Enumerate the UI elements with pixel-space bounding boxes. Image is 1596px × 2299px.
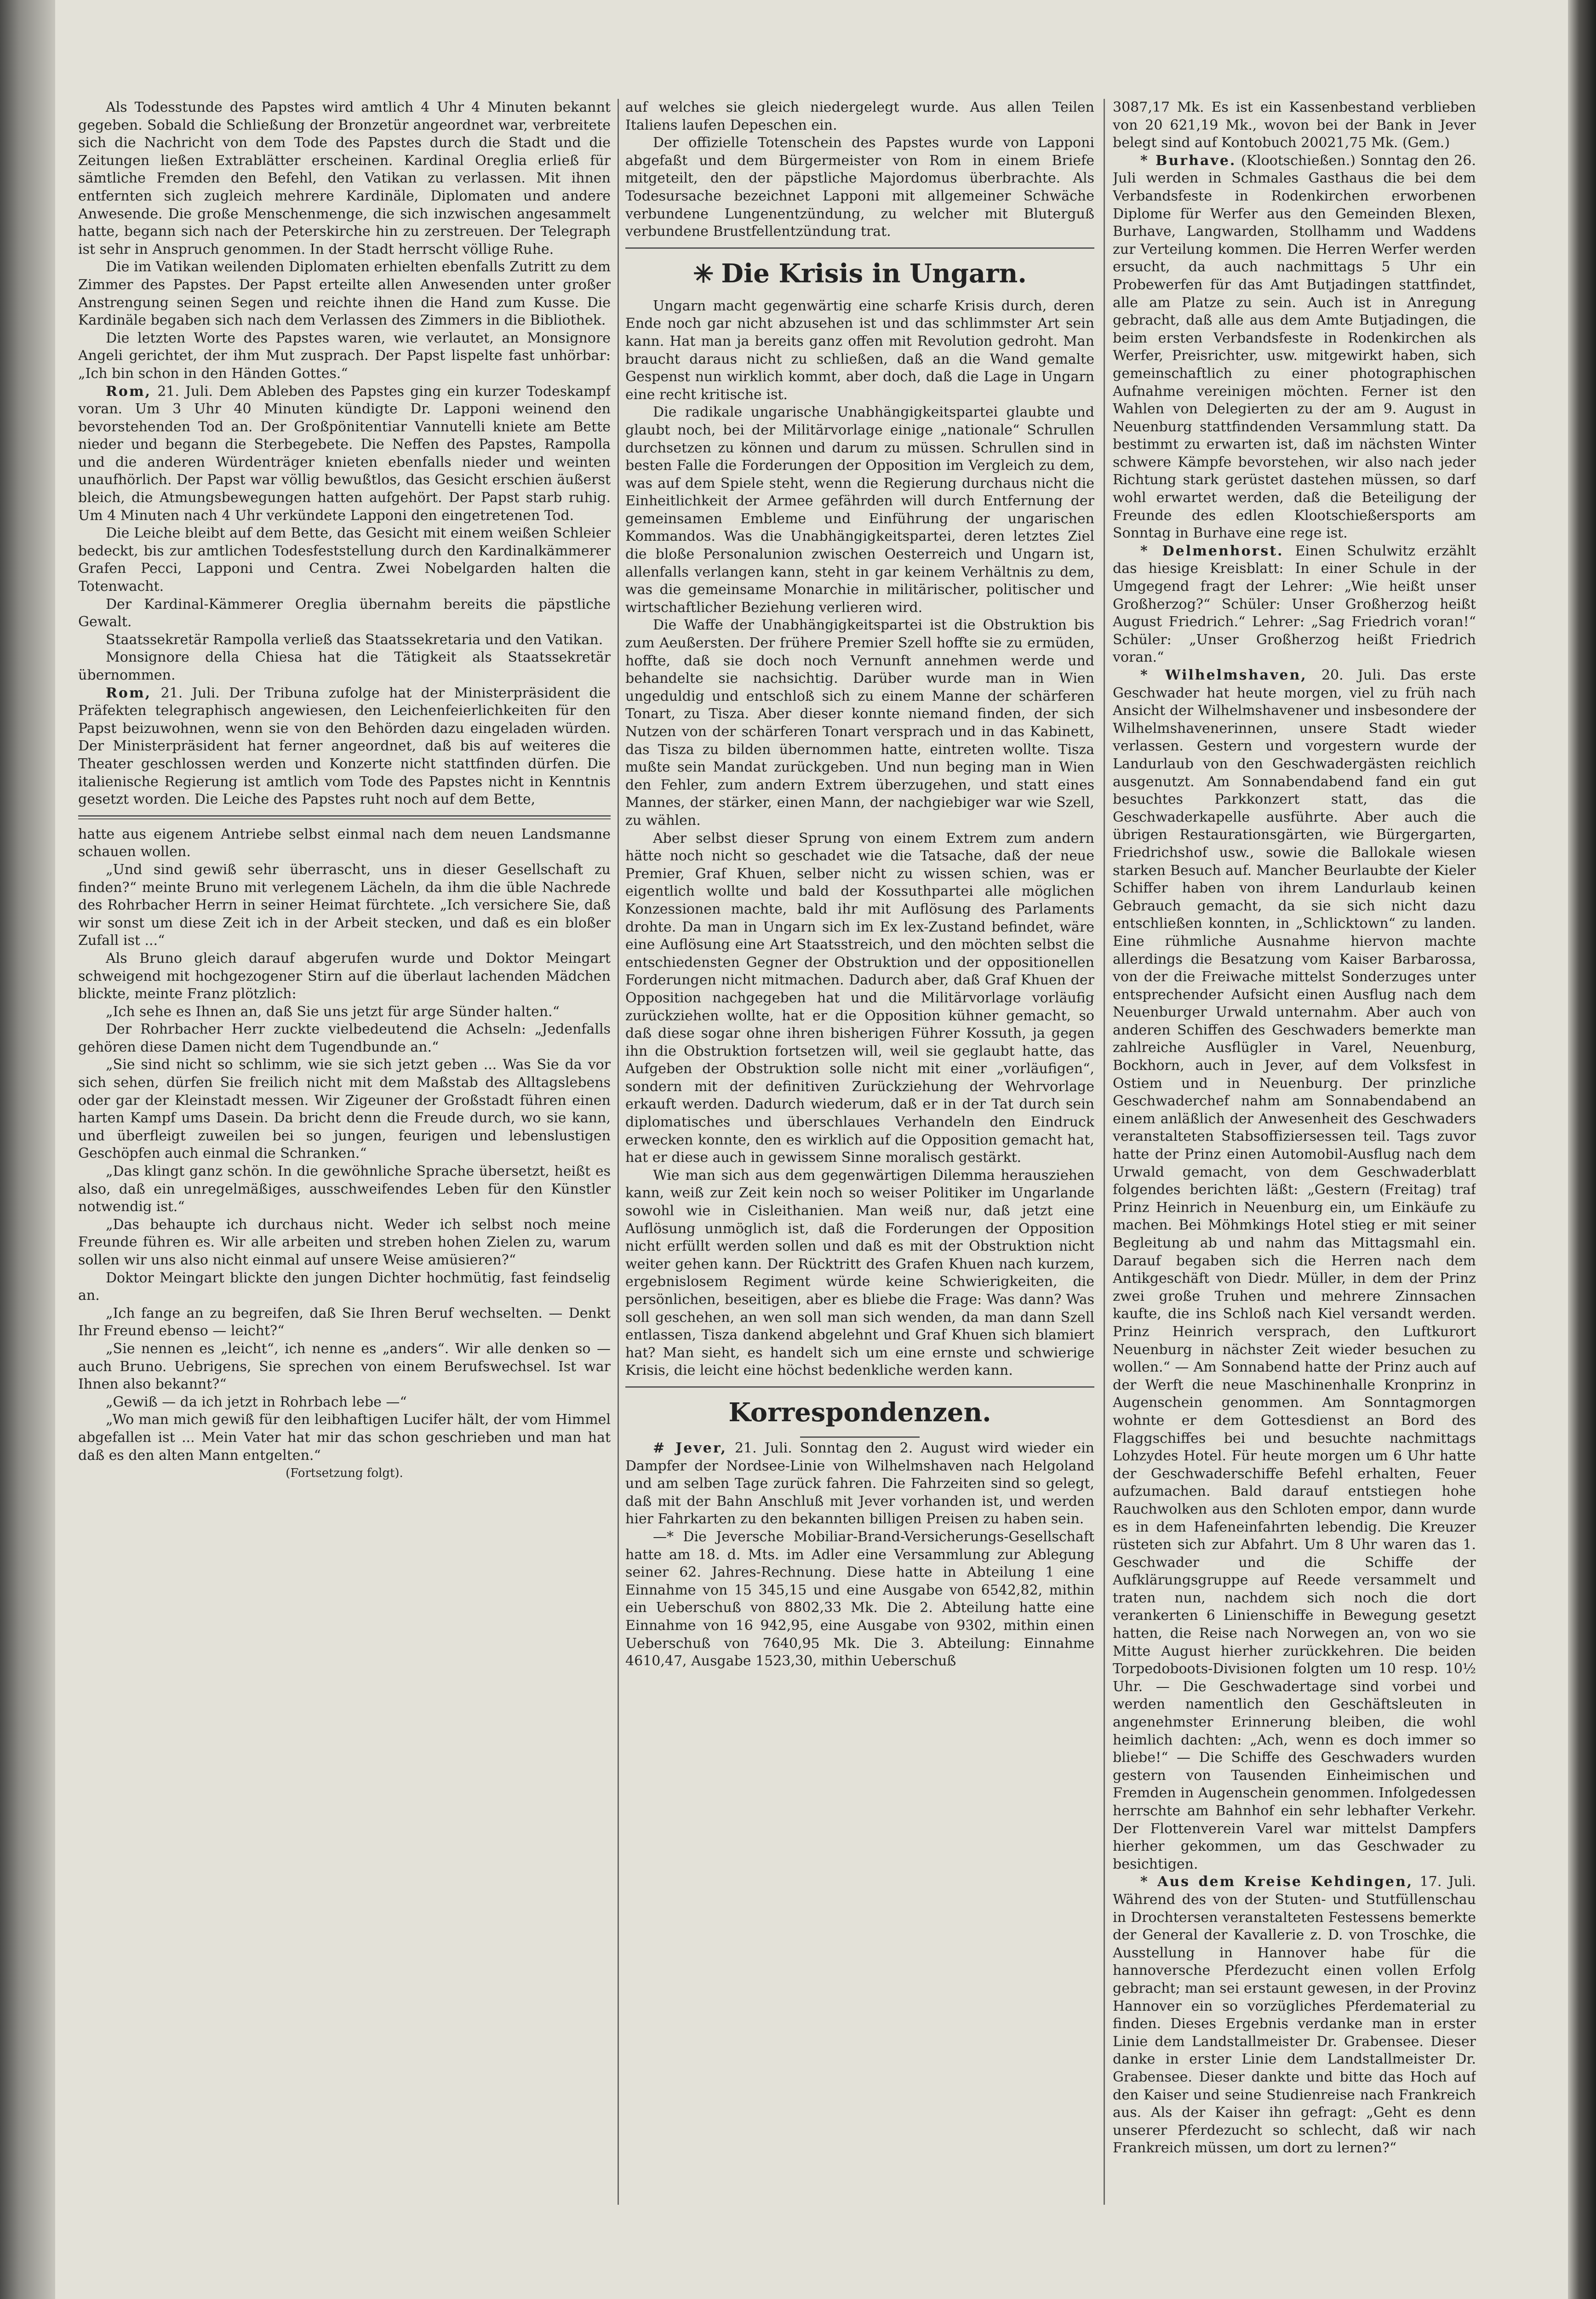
dateline: Rom,	[106, 383, 152, 400]
paragraph-text: 17. Juli. Während des von der Stuten- und Stutfüllenschau in Drochtersen veranstalteten Festessens bemerkte der General der Kavallerie z. D. von Troschke, die Ausstellung in Hannover habe für die hannoversche Pferdezucht einen vollen Erfolg gebracht; man sei erstaunt gewesen, in der Provinz Hannover ein so vorzügliches Pferdematerial zu finden. Dieses Ergebnis verdanke man in erster Linie dem Landstallmeister Dr. Grabensee. Dieser danke in erster Linie dem Landstallmeister Dr. Grabensee. Dieser dankte und bitte das Hoch auf den Kaiser und seine Studienreise nach Frankreich aus. Als der Kaiser ihn gefragt: „Geht es denn unserer Pferdezucht so schlecht, daß wir nach Frankreich müssen, um dort zu lernen?“	[1113, 1874, 1476, 2156]
column-rule-1	[618, 99, 619, 2205]
feuilleton-paragraph: hatte aus eigenem Antriebe selbst einmal nach dem neuen Landsmanne schauen wollen.	[78, 826, 611, 860]
dateline-paragraph	[78, 685, 611, 809]
paragraph: Staatssekretär Rampolla verließ das Staatssekretaria und den Vatikan.	[106, 631, 603, 648]
column-2	[625, 99, 1094, 2205]
asterisk-icon: ✳	[693, 258, 714, 288]
column-3	[1113, 99, 1476, 2205]
feuilleton-paragraph: „Sie sind nicht so schlimm, wie sie sich jetzt geben ... Was Sie da vor sich sehen, dürfen Sie freilich nicht mit dem Maßstab des Alltagslebens oder gar der Kleinstadt messen. Wir Zigeuner der Großstadt führen einen harten Kampf ums Dasein. Da bricht denn die Freude durch, wo sie kann, und überfleigt zuweilen bei so jungen, feurigen und lebenslustigen Geschöpfen auch einmal die Schranken.“	[78, 1057, 611, 1162]
feuilleton-paragraph: Doktor Meingart blickte den jungen Dichter hochmütig, fast feindselig an.	[78, 1270, 611, 1304]
dateline-paragraph	[1113, 1873, 1476, 2157]
article-headline	[625, 255, 1094, 292]
dateline-paragraph	[78, 383, 611, 525]
dateline-paragraph	[625, 1440, 1094, 1528]
feuilleton-paragraph: „Wo man mich gewiß für den leibhaftigen Lucifer hält, der vom Himmel abgefallen ist ... Mein Vater hat mir das schon geschrieben und man hat daß es den alten Mann entgelten.“	[78, 1412, 611, 1464]
column-1	[78, 99, 611, 2205]
paragraph-text: 21. Juli. Dem Ableben des Papstes ging ein kurzer Todeskampf voran. Um 3 Uhr 40 Minuten kündigte Dr. Lapponi weinend den bevorstehenden Tod an. Der Großpönitentiar Vannutelli kniete am Bette nieder und begann die Sterbegebete. Die Neffen des Papstes, Rampolla und die anderen Würdenträger knieten ebenfalls nieder und weinten unaufhörlich. Der Papst war völlig bewußtlos, das Gesicht erschien äußerst bleich, die Atmungsbewegungen hatten aufgehört. Der Papst starb ruhig. Um 4 Minuten nach 4 Uhr verkündete Lapponi den eingetretenen Tod.	[78, 383, 611, 524]
dateline-paragraph	[1113, 152, 1476, 543]
paragraph: 3087,17 Mk. Es ist ein Kassenbestand verblieben von 20 621,19 Mk., wovon bei der Bank in Jever belegt sind auf Kontobuch 20021,75 Mk. (Gem.)	[1113, 99, 1476, 151]
paragraph: Als Todesstunde des Papstes wird amtlich 4 Uhr 4 Minuten bekannt gegeben. Sobald die Schließung der Bronzetür angeordnet war, verbreitete sich die Nachricht von dem Tode des Papstes durch die Stadt und die Zeitungen ließen Extrablätter erscheinen. Kardinal Oreglia erließ für sämtliche Fremden den Befehl, den Vatikan zu verlassen. Mit ihnen entfernten sich zugleich mehrere Kardinäle, Diplomaten und andere Anwesende. Die große Menschenmenge, die sich inzwischen angesammelt hatte, begann sich nach der Peterskirche hin zu zerstreuen. Der Telegraph ist sehr in Anspruch genommen. In der Stadt herrscht völlige Ruhe.	[78, 99, 611, 257]
headline-text: Die Krisis in Ungarn.	[721, 258, 1027, 289]
paragraph: Die Leiche bleibt auf dem Bette, das Gesicht mit einem weißen Schleier bedeckt, bis zur amtlichen Todesfeststellung durch den Kardinalkämmerer Grafen Pecci, Lapponi und Centra. Zwei Nobelgarden halten die Totenwacht.	[78, 525, 611, 595]
dateline-paragraph	[1113, 543, 1476, 667]
dateline-paragraph	[1113, 667, 1476, 1873]
paragraph-text: 21. Juli. Der Tribuna zufolge hat der Ministerpräsident die Präfekten telegraphisch angewiesen, den Leichenfeierlichkeiten für den Papst beizuwohnen, wenn sie von den Behörden dazu eingeladen würden. Der Ministerpräsident hat ferner angeordnet, daß bis auf weiteres die Theater geschlossen werden und Konzerte nicht stattfinden dürfen. Die italienische Regierung ist amtlich vom Tode des Papstes nicht in Kenntnis gesetzt worden. Die Leiche des Papstes ruht noch auf dem Bette,	[78, 685, 611, 808]
paragraph-text: (Klootschießen.) Sonntag den 26. Juli werden in Schmales Gasthaus die bei dem Verbandsfeste in Rodenkirchen erworbenen Diplome für Werfer aus den Gemeinden Blexen, Burhave, Langwarden, Stollhamm und Waddens zur Verteilung kommen. Die Herren Werfer werden ersucht, da auch nachmittags 5 Uhr ein Probewerfen für das Amt Butjadingen stattfindet, alle am Platze zu sein. Auch ist in Anregung gebracht, daß alle aus dem Amte Butjadingen, die beim ersten Verbandsfeste in Rodenkirchen als Werfer, Preisrichter, usw. mitgewirkt haben, sich gemeinschaftlich zu einer photographischen Aufnahme vereinigen möchten. Ferner ist den Wahlen von Delegierten zu der am 9. August in Neuenburg stattfindenden Versammlung statt. Da bestimmt zu erwarten ist, daß im nächsten Winter schwere Kämpfe bevorstehen, wir also nach jeder Richtung stark gerüstet dastehen müssen, so darf wohl erwartet werden, daß die Beteiligung der Freunde des edlen Klootschießersports am Sonntag in Burhave eine rege ist.	[1113, 152, 1476, 542]
feuilleton-paragraph: „Ich fange an zu begreifen, daß Sie Ihren Beruf wechselten. — Denkt Ihr Freund ebenso — leicht?“	[78, 1305, 611, 1339]
paragraph: Ungarn macht gegenwärtig eine scharfe Krisis durch, deren Ende noch gar nicht abzusehen ist und das schlimmster Art sein kann. Hat man ja bereits ganz offen mit Revolution gedroht. Man braucht daraus nicht zu schließen, daß an die Wand gemalte Gespenst nun wirklich kommt, aber doch, daß die Lage in Ungarn eine recht kritische ist.	[625, 297, 1094, 403]
feuilleton-paragraph: „Und sind gewiß sehr überrascht, uns in dieser Gesellschaft zu finden?“ meinte Bruno mit verlegenem Lächeln, da ihm die üble Nachrede des Rohrbacher Herrn in seiner Heimat fürchtete. „Ich versichere Sie, daß wir sonst um diese Zeit ich in der Arbeit stecken, und daß es ein bloßer Zufall ist ...“	[78, 861, 611, 949]
feuilleton-paragraph: „Gewiß — da ich jetzt in Rohrbach lebe —“	[106, 1394, 407, 1410]
dateline: * Wilhelmshaven,	[1140, 667, 1307, 683]
column-rule-2	[1104, 99, 1105, 2205]
section-divider	[625, 247, 1094, 249]
feuilleton-paragraph: „Ich sehe es Ihnen an, daß Sie uns jetzt für arge Sünder halten.“	[106, 1003, 560, 1020]
headline-underline	[625, 1436, 1094, 1438]
page-right-edge	[1568, 0, 1596, 2299]
continuation-note: (Fortsetzung folgt).	[286, 1466, 403, 1481]
dateline: * Burhave.	[1140, 152, 1236, 169]
paragraph: auf welches sie gleich niedergelegt wurde. Aus allen Teilen Italiens laufen Depeschen ein.	[625, 99, 1094, 133]
paragraph: Die letzten Worte des Papstes waren, wie verlautet, an Monsignore Angeli gerichtet, der ihm Mut zusprach. Der Papst lispelte fast unhörbar: „Ich bin schon in den Händen Gottes.“	[78, 330, 611, 382]
paragraph: Monsignore della Chiesa hat die Tätigkeit als Staatssekretär übernommen.	[78, 649, 611, 683]
section-headline: Korrespondenzen.	[728, 1397, 991, 1428]
paragraph-text: 20. Juli. Das erste Geschwader hat heute morgen, viel zu früh nach Ansicht der Wilhelmshavener und insbesondere der Wilhelmshavenerinnen, unsere Stadt wieder verlassen. Gestern und vorgestern wurde der Landurlaub von den Geschwadergästen reichlich ausgenutzt. Am Sonnabendabend fand ein gut besuchtes Parkkonzert statt, das die Geschwaderkapelle ausführte. Aber auch die übrigen Restaurationsgärten, wie Bürgergarten, Friedrichshof usw., sowie die Ballokale wiesen starken Besuch auf. Mancher Beurlaubte der Kieler Schiffer haben von ihrem Landurlaub keinen Gebrauch gemacht, da sie sich nicht dazu entschließen konnten, in „Schlicktown“ zu landen. Eine rühmliche Ausnahme hiervon machte allerdings die Besatzung vom Kaiser Barbarossa, von der die Freiwache mittelst Sonderzuges unter entsprechender Aufsicht einen Ausflug nach dem Neuenburger Urwald unternahm. Aber auch von anderen Schiffen des Geschwaders bemerkte man zahlreiche Ausflügler in Varel, Neuenburg, Bockhorn, auch in Jever, auf dem Volksfest in Ostiem und in Neuenburg. Der prinzliche Geschwaderchef nahm am Sonnabendabend an einem anläßlich der Anwesenheit des Geschwaders veranstalteten Stabsoffiziersessen teil. Tags zuvor hatte der Prinz einen Automobil-Ausflug nach dem Urwald gemacht, von dem Geschwaderblatt folgendes berichten läßt: „Gestern (Freitag) traf Prinz Heinrich in Neuenburg ein, um Einkäufe zu machen. Bei Möhmkings Hotel stieg er mit seiner Begleitung ab und nahm das Mittagsmahl ein. Darauf begaben sich die Herren nach dem Antikgeschäft von Diedr. Müller, in dem der Prinz zwei große Truhen und mehrere Zinnsachen kaufte, die ins Schloß nach Kiel versandt werden. Prinz Heinrich versprach, den Luftkurort Neuenburg in nächster Zeit wieder besuchen zu wollen.“ — Am Sonnabend hatte der Prinz auch auf der Werft die neue Maschinenhalle Kronprinz in Augenschein genommen. Am Sonntagmorgen wohnte er dem Gottesdienst an Bord des Flaggschiffes bei und besuchte nachmittags Lohzydes Hotel. Für heute morgen um 6 Uhr hatte der Geschwaderschiffe Befehl erhalten, Feuer aufzumachen. Bald darauf entstiegen hohe Rauchwolken aus den Schloten empor, dann wurde es in dem Hafeneinfahrten lebendig. Die Kreuzer rüsteten sich zur Abfahrt. Um 8 Uhr waren das 1. Geschwader und die Schiffe der Aufklärungsgruppe auf Reede versammelt und traten nun, nachdem sich noch die dort verankerten 6 Linienschiffe in Bewegung gesetzt hatten, die Reise nach Norwegen an, von wo sie Mitte August hierher zurückkehren. Die beiden Torpedoboots-Divisionen folgten um 10 resp. 10½ Uhr. — Die Geschwadertage sind vorbei und werden namentlich den Geschäftsleuten in angenehmster Erinnerung bleiben, die wohl heimlich dachten: „Ach, wenn es doch immer so bliebe!“ — Die Schiffe des Geschwaders wurden gestern von Tausenden Einheimischen und Fremden in Augenschein genommen. Infolgedessen herrschte am Bahnhof ein sehr lebhafter Verkehr. Der Flottenverein Varel war mittelst Dampfers hierher gekommen, um das Geschwader zu besichtigen.	[1113, 667, 1476, 1872]
page-left-edge	[0, 0, 55, 2299]
dateline: Rom,	[106, 685, 152, 701]
paragraph: Die im Vatikan weilenden Diplomaten erhielten ebenfalls Zutritt zu dem Zimmer des Papstes. Der Papst erteilte allen Anwesenden unter großer Anstrengung seinen Segen und reichte ihnen die Hand zum Kusse. Die Kardinäle begaben sich nach dem Verlassen des Zimmers in die Bibliothek.	[78, 259, 611, 329]
dateline: * Delmenhorst.	[1140, 543, 1284, 559]
dateline: # Jever,	[653, 1440, 727, 1456]
paragraph: —* Die Jeversche Mobiliar-Brand-Versicherungs-Gesellschaft hatte am 18. d. Mts. im Adler eine Versammlung zur Ablegung seiner 62. Jahres-Rechnung. Diese hatte in Abteilung 1 eine Einnahme von 15 345,15 und eine Ausgabe von 6542,82, mithin ein Ueberschuß von 8802,33 Mk. Die 2. Abteilung hatte eine Einnahme von 16 942,95, eine Ausgabe von 9302, mithin einen Ueberschuß von 7640,95 Mk. Die 3. Abteilung: Einnahme 4610,47, Ausgabe 1523,30, mithin Ueberschuß	[625, 1528, 1094, 1670]
feuilleton-paragraph: Der Rohrbacher Herr zuckte vielbedeutend die Achseln: „Jedenfalls gehören diese Damen nicht dem Tugendbunde an.“	[78, 1021, 611, 1055]
paragraph: Der offizielle Totenschein des Papstes wurde von Lapponi abgefaßt und dem Bürgermeister von Rom in einem Briefe mitgeteilt, den der päpstliche Majordomus überbrachte. Als Todesursache bezeichnet Lapponi mit allgemeiner Schwäche verbundene Lungenentzündung, zu welcher mit Bluterguß verbundene Brustfellentzündung trat.	[625, 135, 1094, 240]
paragraph: Aber selbst dieser Sprung von einem Extrem zum andern hätte noch nicht so geschadet wie die Tatsache, daß der neue Premier, Graf Khuen, selber nicht zu wissen schien, was er eigentlich wollte und bald der Kossuthpartei alle möglichen Konzessionen machte, bald ihr mit Auflösung des Parlaments drohte. Da man in Ungarn sich im Ex lex-Zustand befindet, wäre eine Auflösung eine Art Staatsstreich, und den möchten selbst die entschiedensten Gegner der Obstruktion und der oppositionellen Forderungen nicht mitmachen. Dadurch aber, daß Graf Khuen der Opposition nachgegeben hat und die Militärvorlage vorläufig zurückziehen wollte, hat er die Opposition kühner gemacht, so daß diese sogar ohne ihren bisherigen Führer Kossuth, ja gegen ihn die Obstruktion fortsetzen will, weil sie geglaubt hatte, das Aufgeben der Obstruktion solle nicht mit einer „vorläufigen“, sondern mit der definitiven Zurückziehung der Wehrvorlage erkauft werden. Dadurch wiederum, daß er in der Tat durch sein diplomatisches und überschlaues Verhandeln den Eindruck erwecken konnte, den es wirklich auf die Opposition gemacht hat, hat er diese auch in gewissem Sinne moralisch gestärkt.	[625, 830, 1094, 1166]
feuilleton-divider	[78, 815, 611, 819]
dateline: * Aus dem Kreise Kehdingen,	[1140, 1874, 1413, 1890]
section-divider	[625, 1386, 1094, 1388]
paragraph-text: 21. Juli. Sonntag den 2. August wird wieder ein Dampfer der Nordsee-Linie von Wilhelmshaven nach Helgoland und am selben Tage zurück fahren. Die Fahrzeiten sind so gelegt, daß mit der Bahn Anschluß mit Jever vorhanden ist, und werden hier Fahrkarten zu den bekannten billigen Preisen zu haben sein.	[625, 1440, 1094, 1527]
paragraph: Wie man sich aus dem gegenwärtigen Dilemma herausziehen kann, weiß zur Zeit kein noch so weiser Politiker im Ungarlande sowohl wie in Cisleithanien. Man weiß nur, daß jetzt eine Auflösung unmöglich ist, daß die Forderungen der Opposition nicht erfüllt werden sollen und daß es mit der Obstruktion nicht weiter gehen kann. Der Rücktritt des Grafen Khuen nach kurzem, ergebnislosem Regiment würde keine Schwierigkeiten, die persönlichen, beseitigen, aber es bliebe die Frage: Was dann? Was soll geschehen, an wen soll man sich wenden, da man dann Szell entlassen, Tisza dankend abgelehnt und Graf Khuen sich blamiert hat? Man sieht, es handelt sich um eine ernste und schwierige Krisis, die leicht eine höchst bedenkliche werden kann.	[625, 1167, 1094, 1379]
paragraph: Der Kardinal-Kämmerer Oreglia übernahm bereits die päpstliche Gewalt.	[78, 596, 611, 630]
feuilleton-paragraph: Als Bruno gleich darauf abgerufen wurde und Doktor Meingart schweigend mit hochgezogener Stirn auf die überlaut lachenden Mädchen blickte, meinte Franz plötzlich:	[78, 950, 611, 1002]
feuilleton-paragraph: „Sie nennen es „leicht“, ich nenne es „anders“. Wir alle denken so — auch Bruno. Uebrigens, Sie sprechen von einem Berufswechsel. Ist war Ihnen also bekannt?“	[78, 1340, 611, 1393]
feuilleton-paragraph: „Das behaupte ich durchaus nicht. Weder ich selbst noch meine Freunde führen es. Wir alle arbeiten und streben hohen Zielen zu, warum sollen wir uns also nicht einmal auf unsere Weise amüsieren?“	[78, 1216, 611, 1268]
paragraph-text: Einen Schulwitz erzählt das hiesige Kreisblatt: In einer Schule in der Umgegend fragt der Lehrer: „Wie heißt unser Großherzog?“ Schüler: Unser Großherzog heißt August Friedrich.“ Lehrer: „Sag Friedrich voran!“ Schüler: „Unser Großherzog heißt Friedrich voran.“	[1113, 543, 1476, 666]
paragraph: Die radikale ungarische Unabhängigkeitspartei glaubte und glaubt noch, bei der Militärvorlage einige „nationale“ Schrullen durchsetzen zu können und darum zu müssen. Schrullen sind in besten Falle die Forderungen der Opposition im Vergleich zu dem, was auf dem Spiele steht, wenn die Regierung durchaus nicht die Einheitlichkeit der Armee gefährden will durch Entfernung der gemeinsamen Embleme und Einführung der ungarischen Kommandos. Was die Unabhängigkeitspartei, deren letztes Ziel die bloße Personalunion zwischen Oesterreich und Ungarn ist, allenfalls verlangen kann, steht in gar keinem Verhältnis zu dem, was die gemeinsame Monarchie in militärischer, politischer und wirtschaftlicher Beziehung verlieren wird.	[625, 404, 1094, 616]
feuilleton-paragraph: „Das klingt ganz schön. In die gewöhnliche Sprache übersetzt, heißt es also, daß ein unregelmäßiges, ausschweifendes Leben für den Künstler notwendig ist.“	[78, 1163, 611, 1215]
paragraph: Die Waffe der Unabhängigkeitspartei ist die Obstruktion bis zum Aeußersten. Der frühere Premier Szell hoffte sie zu ermüden, hoffte, daß sie doch noch Vernunft annehmen werde und behandelte sie nachsichtig. Darüber wurde man in Wien ungeduldig und entschloß sich zu einem Manne der schärferen Tonart, zu Tisza. Aber dieser konnte niemand finden, der sich Nutzen von der schärferen Tonart versprach und in das Kabinett, das Tisza zu bilden übernommen hatte, eintreten wollte. Tisza mußte sein Mandat zurückgeben. Und nun beging man in Wien den Fehler, zum andern Extrem überzugehen, und statt eines Mannes, der stärker, einen Mann, der nachgiebiger war wie Szell, zu wählen.	[625, 617, 1094, 829]
